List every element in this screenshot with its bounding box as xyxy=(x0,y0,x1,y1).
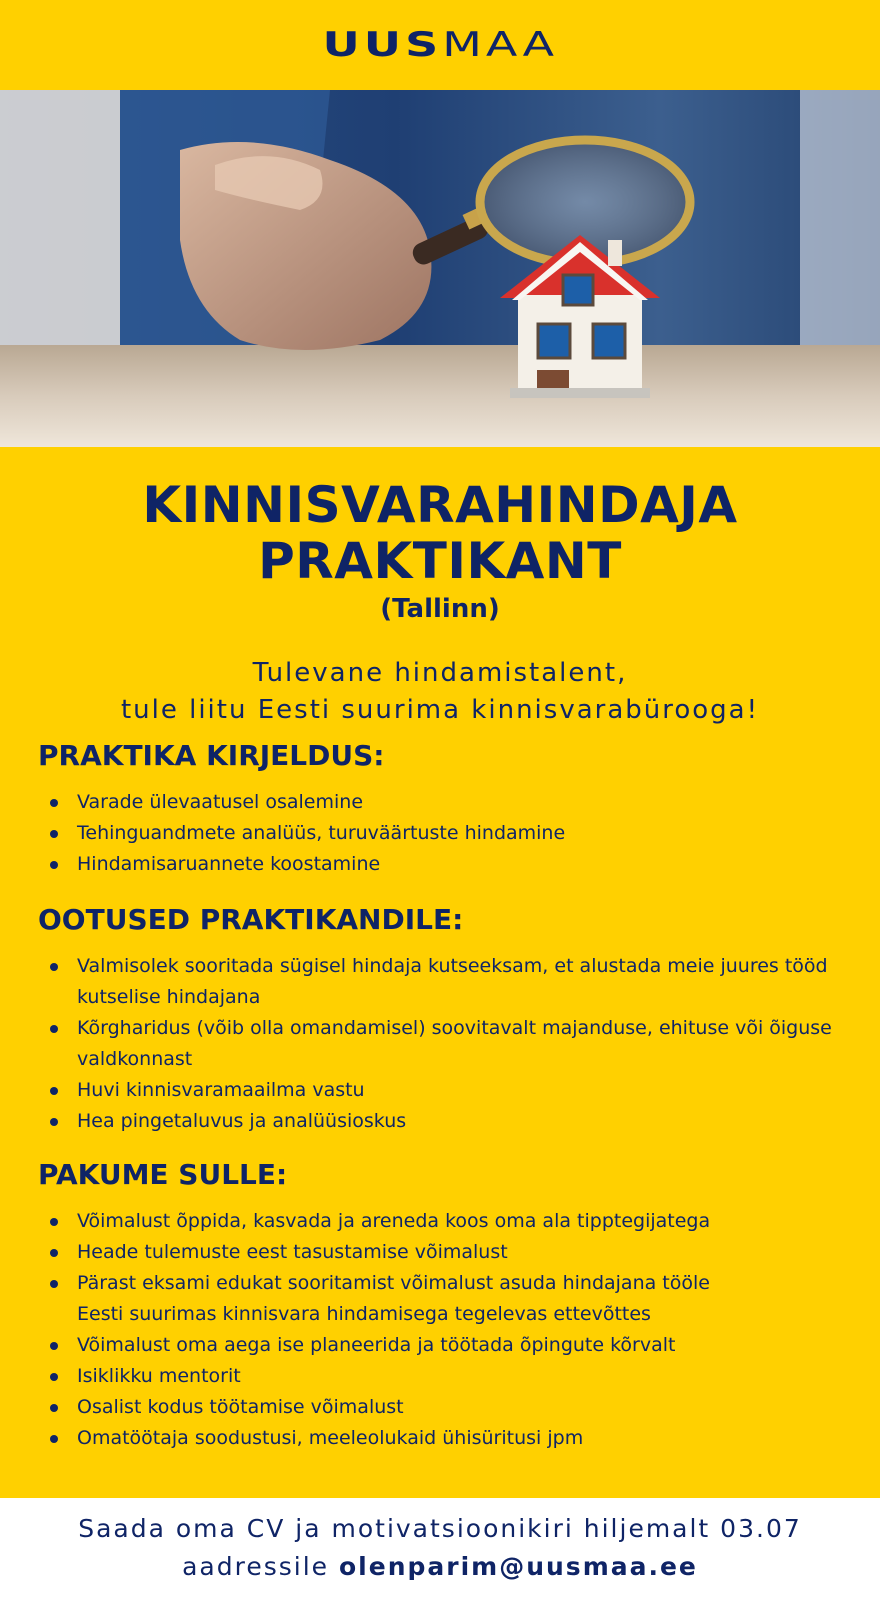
hero-photo xyxy=(0,90,880,447)
list-item: Heade tulemuste eest tasustamise võimalust xyxy=(38,1237,738,1268)
uusmaa-logo xyxy=(322,25,558,65)
footer-line-2 xyxy=(0,1548,880,1586)
list-item: Pärast eksami edukat sooritamist võimalust asuda hindajana tööle Eesti suurimas kinnisvara hindamisega tegelevas ettevõttes xyxy=(38,1268,738,1330)
magnifying-glass-house-illustration xyxy=(0,90,880,447)
logo-bold-part: UUS xyxy=(322,25,442,65)
footer-contact xyxy=(0,1498,880,1600)
list-item: Võimalust õppida, kasvada ja areneda koos oma ala tipptegijatega xyxy=(38,1206,738,1237)
slogan xyxy=(0,655,880,729)
offer-list xyxy=(38,1206,738,1454)
list-item: Isiklikku mentorit xyxy=(38,1361,738,1392)
list-item: Varade ülevaatusel osalemine xyxy=(38,787,838,818)
list-item: Huvi kinnisvaramaailma vastu xyxy=(38,1075,838,1106)
list-item: Omatöötaja soodustusi, meeleolukaid ühisüritusi jpm xyxy=(38,1423,738,1454)
list-item: Tehinguandmete analüüs, turuväärtuste hindamine xyxy=(38,818,838,849)
header-logo-bar xyxy=(0,0,880,90)
slogan-line-2: tule liitu Eesti suurima kinnisvarabürooga! xyxy=(120,695,760,725)
expectations-list xyxy=(38,951,838,1137)
logo-thin-part: MAA xyxy=(441,25,558,65)
list-item: Osalist kodus töötamise võimalust xyxy=(38,1392,738,1423)
footer-address-prefix: aadressile xyxy=(182,1552,339,1581)
contact-email-link[interactable]: olenparim@uusmaa.ee xyxy=(339,1552,698,1581)
list-item: Hea pingetaluvus ja analüüsioskus xyxy=(38,1106,838,1137)
job-title-line-1: KINNISVARAHINDAJA xyxy=(142,476,738,534)
list-item: Valmisolek sooritada sügisel hindaja kutseeksam, et alustada meie juures tööd kutselise hindajana xyxy=(38,951,838,1013)
section-heading-offer: PAKUME SULLE: xyxy=(38,1158,288,1191)
slogan-line-1: Tulevane hindamistalent, xyxy=(252,658,628,688)
list-item: Kõrgharidus (võib olla omandamisel) soovitavalt majanduse, ehituse või õiguse valdkonnast xyxy=(38,1013,838,1075)
job-title xyxy=(0,477,880,589)
footer-line-1: Saada oma CV ja motivatsioonikiri hiljemalt 03.07 xyxy=(78,1514,802,1543)
description-list xyxy=(38,787,838,880)
list-item: Võimalust oma aega ise planeerida ja töötada õpingute kõrvalt xyxy=(38,1330,738,1361)
list-item: Hindamisaruannete koostamine xyxy=(38,849,838,880)
job-location: (Tallinn) xyxy=(380,594,500,624)
job-title-line-2: PRAKTIKANT xyxy=(258,532,622,590)
section-heading-description: PRAKTIKA KIRJELDUS: xyxy=(38,739,385,772)
section-heading-expectations: OOTUSED PRAKTIKANDILE: xyxy=(38,903,464,936)
